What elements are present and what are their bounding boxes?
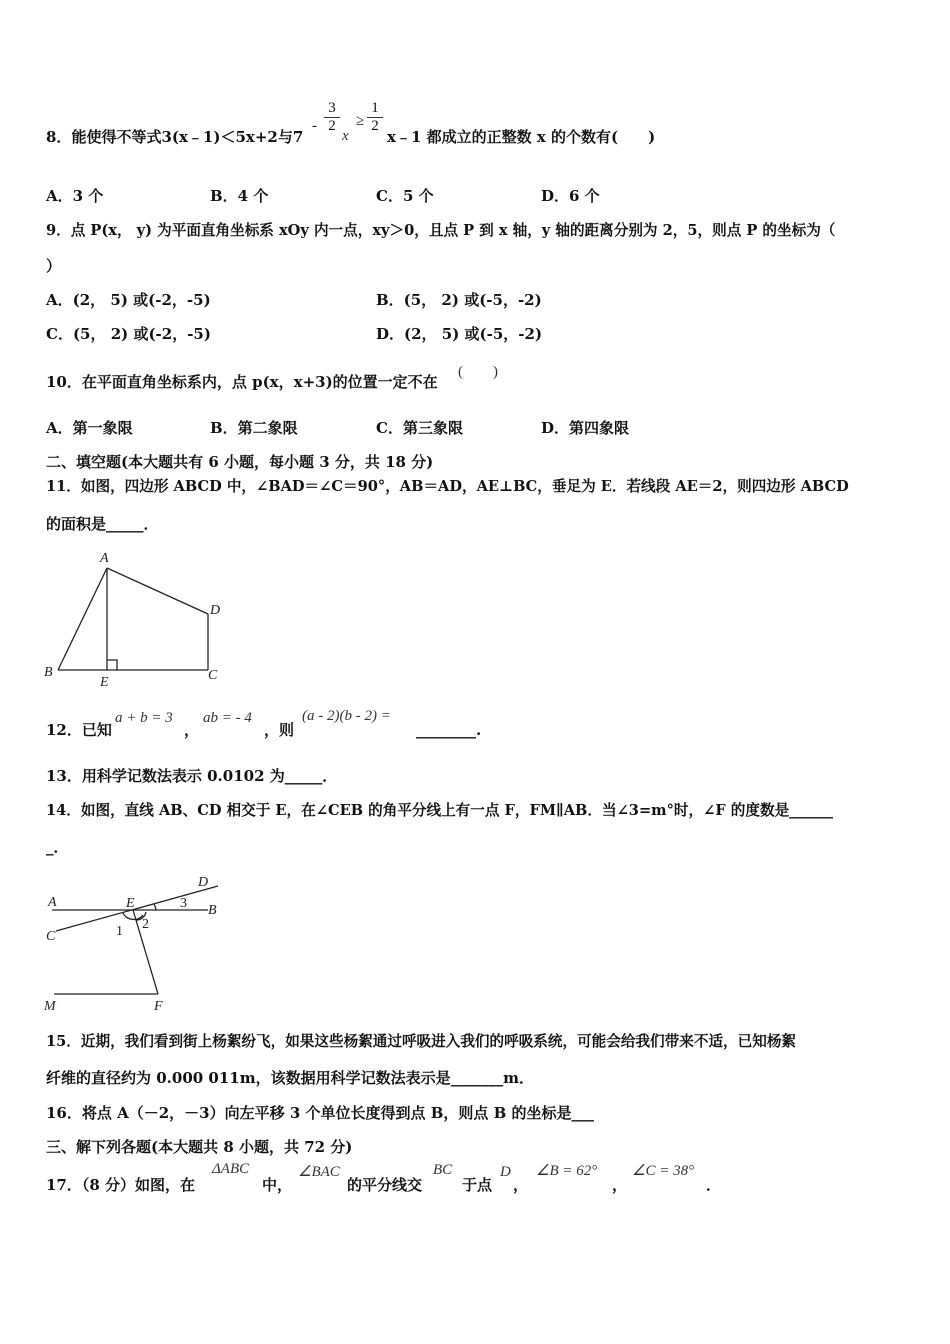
q17-triangle: ΔABC bbox=[212, 1161, 250, 1177]
label-a: A bbox=[100, 551, 109, 566]
segment-ab bbox=[58, 568, 107, 670]
q9-option-b: B．(5， 2) 或(-5，-2) bbox=[376, 291, 542, 309]
label-d: D bbox=[210, 603, 221, 618]
label-c: C bbox=[46, 929, 56, 944]
q8-option-c: C．5 个 bbox=[376, 187, 434, 205]
label-e: E bbox=[100, 675, 109, 690]
q10-option-b: B．第二象限 bbox=[210, 419, 298, 437]
q17-zhong: 中， bbox=[262, 1176, 293, 1194]
q9-option-c: C．(5， 2) 或(-2，-5) bbox=[46, 325, 211, 343]
q12-then: ，则 bbox=[264, 721, 295, 739]
q8-ge-sign: ≥ bbox=[356, 113, 365, 129]
q10-stem: 10．在平面直角坐标系内，点 p(x，x+3)的位置一定不在 bbox=[46, 373, 438, 391]
label-b: B bbox=[208, 903, 217, 918]
q12-expr-target: (a - 2)(b - 2) = bbox=[302, 708, 391, 724]
q11-stem-end: 的面积是_____． bbox=[46, 515, 159, 533]
label-angle-2: 2 bbox=[142, 917, 149, 932]
q17-angle-c: ∠C = 38° bbox=[632, 1163, 695, 1179]
q10-option-a: A．第一象限 bbox=[46, 419, 133, 437]
q8-option-b: B．4 个 bbox=[210, 187, 269, 205]
q8-frac1-denominator: 2 bbox=[324, 117, 340, 135]
section-2-heading: 二、填空题(本大题共有 6 小题，每小题 3 分，共 18 分) bbox=[46, 453, 434, 471]
q8-fraction-1 bbox=[324, 100, 340, 135]
q14-parallel-lines-figure bbox=[40, 868, 240, 1018]
q12-comma: ， bbox=[184, 721, 200, 739]
label-angle-3: 3 bbox=[180, 896, 187, 911]
q17-comma: ， bbox=[513, 1176, 529, 1194]
q14-figure-lines bbox=[52, 886, 218, 994]
q12-prefix: 12．已知 bbox=[46, 721, 112, 739]
q8-minus-sign: - bbox=[312, 118, 317, 134]
label-m: M bbox=[44, 999, 56, 1014]
q9-stem: 9．点 P(x， y) 为平面直角坐标系 xOy 内一点，xy＞0，且点 P 到 x 轴，y 轴的距离分别为 2，5，则点 P 的坐标为（ bbox=[46, 222, 836, 239]
label-a: A bbox=[48, 895, 57, 910]
q17-point-d: D bbox=[500, 1164, 511, 1180]
right-angle-mark bbox=[107, 660, 117, 670]
label-e: E bbox=[126, 896, 135, 911]
q10-option-d: D．第四象限 bbox=[541, 419, 630, 437]
q14-stem-end: _． bbox=[46, 838, 69, 856]
q8-stem-tail: x﹣1 都成立的正整数 x 的个数有( ) bbox=[387, 128, 656, 146]
q17-angle-bac: ∠BAC bbox=[298, 1164, 340, 1180]
q17-prefix: 17．（8 分）如图，在 bbox=[46, 1176, 196, 1194]
q8-fraction-2 bbox=[367, 100, 383, 135]
q9-option-a: A．(2， 5) 或(-2，-5) bbox=[46, 291, 211, 309]
q13-stem: 13．用科学记数法表示 0.0102 为_____． bbox=[46, 767, 338, 785]
label-d: D bbox=[198, 875, 209, 890]
q17-bc: BC bbox=[433, 1162, 453, 1178]
q17-bisector-text: 的平分线交 bbox=[347, 1176, 423, 1194]
q16-stem: 16．将点 A（－2，－3）向左平移 3 个单位长度得到点 B，则点 B 的坐标是___ bbox=[46, 1104, 595, 1122]
q10-option-c: C．第三象限 bbox=[376, 419, 463, 437]
q15-stem: 15．近期，我们看到街上杨絮纷飞，如果这些杨絮通过呼吸进入我们的呼吸系统，可能会给我们带来不适，已知杨絮 bbox=[46, 1033, 797, 1050]
q8-frac1-numerator: 3 bbox=[328, 100, 336, 116]
q14-stem: 14．如图，直线 AB、CD 相交于 E，在∠CEB 的角平分线上有一点 F，FM∥AB．当∠3=m°时，∠F 的度数是______ bbox=[46, 802, 833, 819]
q8-frac2-numerator: 1 bbox=[371, 100, 379, 116]
label-c: C bbox=[208, 668, 218, 683]
label-b: B bbox=[44, 665, 53, 680]
q8-frac2-denominator: 2 bbox=[367, 117, 383, 135]
q11-quadrilateral-figure bbox=[40, 548, 240, 693]
q15-stem-end: 纤维的直径约为 0.000 011m，该数据用科学记数法表示是_______m． bbox=[46, 1069, 534, 1087]
q17-yu: 于点 bbox=[462, 1176, 493, 1194]
q11-figure-lines bbox=[58, 568, 208, 670]
q17-comma-2: ， bbox=[612, 1176, 628, 1194]
angle-1-arc bbox=[123, 913, 143, 919]
q9-stem-end: ） bbox=[46, 257, 62, 275]
q12-expr-sum: a + b = 3 bbox=[115, 710, 173, 726]
section-3-heading: 三、解下列各题(本大题共 8 小题，共 72 分) bbox=[46, 1138, 353, 1156]
q10-paren: ( ) bbox=[458, 364, 498, 380]
q11-stem: 11．如图，四边形 ABCD 中，∠BAD＝∠C＝90°，AB＝AD，AE⊥BC，垂足为 E．若线段 AE＝2，则四边形 ABCD bbox=[46, 478, 849, 495]
label-f: F bbox=[154, 999, 163, 1014]
q8-option-d: D．6 个 bbox=[541, 187, 600, 205]
q12-expr-product: ab = - 4 bbox=[203, 710, 252, 726]
q17-end: ． bbox=[706, 1176, 722, 1194]
q8-option-a: A．3 个 bbox=[46, 187, 104, 205]
q12-answer-blank[interactable]: ________. bbox=[416, 721, 482, 739]
q8-x: x bbox=[342, 128, 349, 144]
q17-angle-b: ∠B = 62° bbox=[536, 1163, 598, 1179]
angle-3-arc bbox=[154, 904, 156, 910]
label-angle-1: 1 bbox=[116, 924, 123, 939]
segment-ad bbox=[107, 568, 208, 614]
q9-option-d: D．(2， 5) 或(-5，-2) bbox=[376, 325, 543, 343]
q8-stem: 8．能使得不等式3(x﹣1)＜5x+2与7 bbox=[46, 128, 304, 146]
